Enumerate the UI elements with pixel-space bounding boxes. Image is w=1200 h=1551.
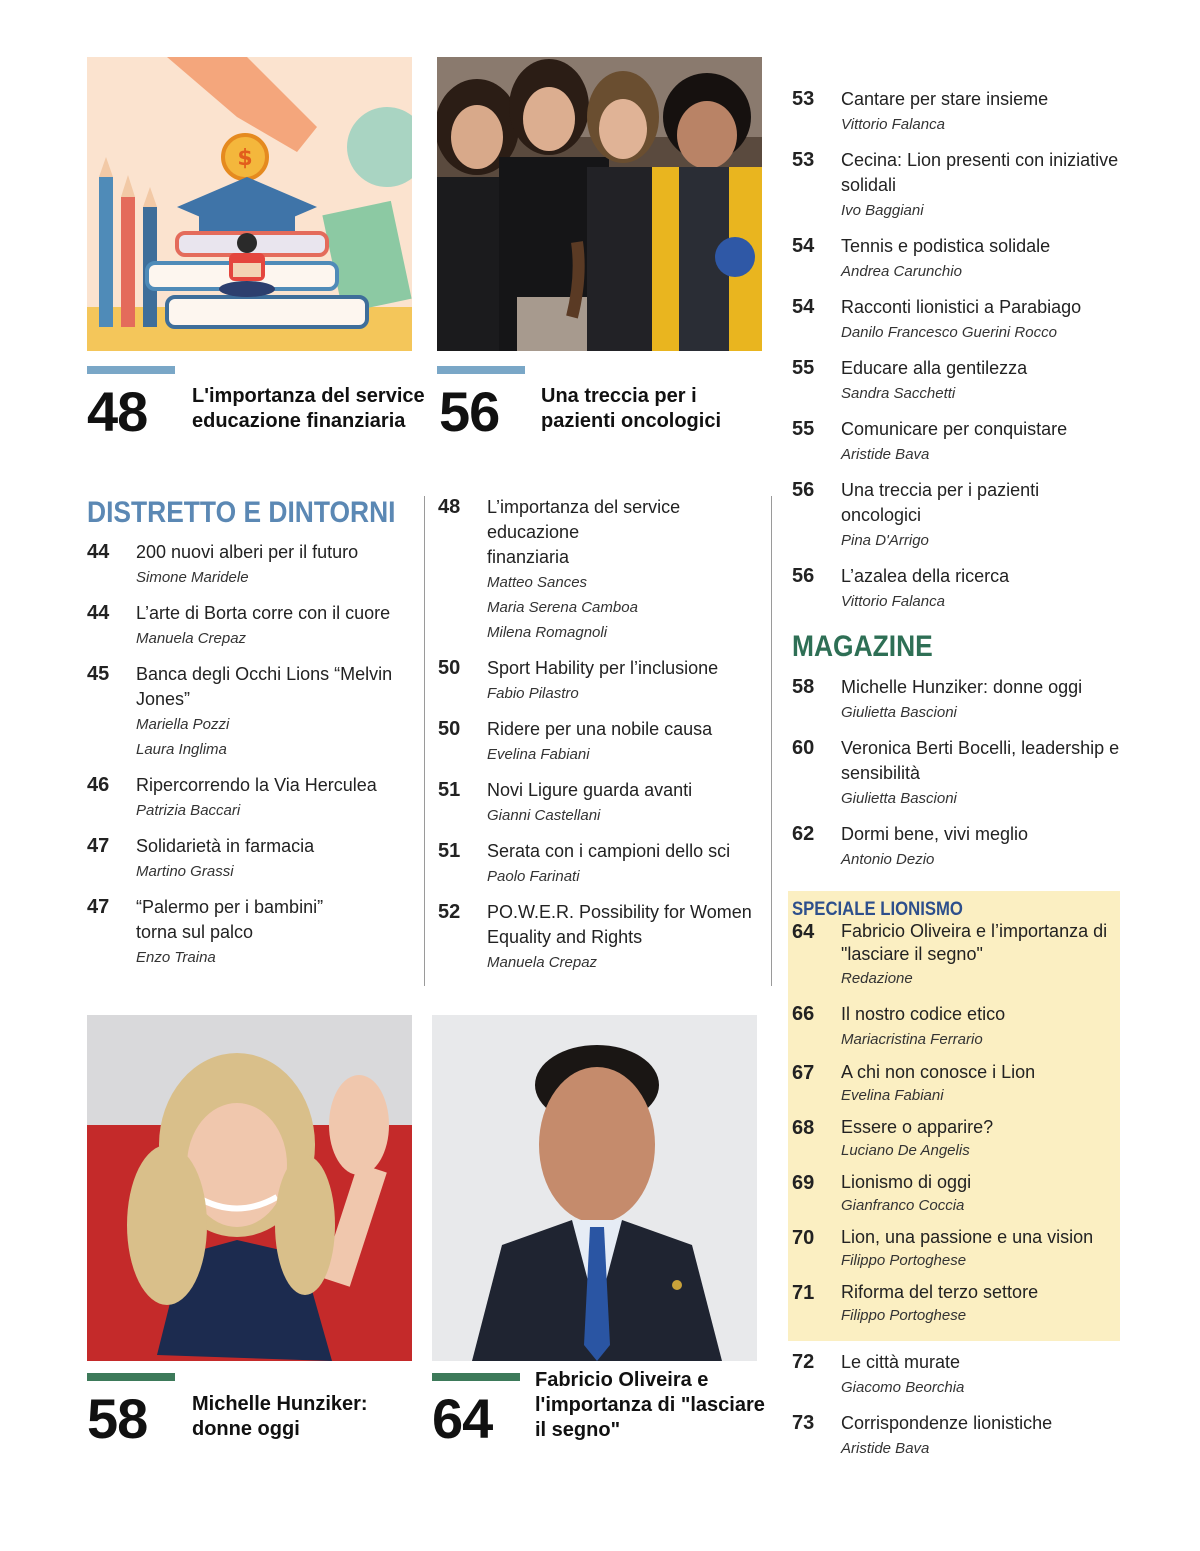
toc-author: Sandra Sacchetti (841, 385, 956, 402)
toc-item[interactable] (792, 1116, 1117, 1162)
toc-title: Novi Ligure guarda avanti (487, 780, 693, 800)
toc-list-speciale (792, 920, 1117, 1327)
toc-author: Evelina Fabiani (841, 1087, 944, 1104)
feature-title (535, 1368, 765, 1443)
toc-title: Corrispondenze lionistiche (841, 1413, 1053, 1433)
toc-author: Patrizia Baccari (136, 802, 241, 819)
toc-item[interactable] (438, 900, 768, 975)
toc-title: PO.W.E.R. Possibility for Women (487, 902, 752, 922)
toc-item[interactable] (792, 148, 1122, 223)
section-heading-speciale: SPECIALE LIONISMO (792, 899, 963, 920)
toc-page-number: 47 (87, 896, 110, 918)
feature-title (192, 384, 425, 434)
toc-author: Aristide Bava (841, 446, 930, 463)
toc-title: Cantare per stare insieme (841, 89, 1049, 109)
toc-title: sensibilità (841, 763, 921, 783)
toc-item[interactable] (792, 675, 1122, 725)
feature-page-number: 64 (432, 1387, 493, 1450)
feature-bar-48 (87, 366, 175, 374)
feature-page-number: 48 (87, 380, 148, 443)
toc-page-number: 54 (792, 296, 815, 318)
toc-item[interactable] (792, 822, 1122, 872)
toc-author: Evelina Fabiani (487, 746, 590, 763)
toc-page-number: 52 (438, 901, 461, 923)
toc-author: Danilo Francesco Guerini Rocco (841, 324, 1057, 341)
toc-item[interactable] (438, 495, 768, 645)
section-heading-magazine: MAGAZINE (792, 630, 933, 663)
toc-item[interactable] (792, 920, 1117, 991)
toc-item[interactable] (792, 736, 1122, 811)
toc-title: finanziaria (487, 547, 570, 567)
toc-item[interactable] (87, 773, 417, 823)
toc-author: Antonio Dezio (841, 851, 935, 868)
toc-item[interactable] (87, 662, 417, 762)
toc-item[interactable] (792, 1350, 1122, 1400)
toc-title: Dormi bene, vivi meglio (841, 824, 1029, 844)
toc-author: Filippo Portoghese (841, 1252, 967, 1269)
toc-author: Laura Inglima (136, 741, 227, 758)
toc-list-closing (792, 1350, 1122, 1461)
toc-page-number: 53 (792, 88, 815, 110)
toc-author: Vittorio Falanca (841, 593, 945, 610)
toc-author: Pina D'Arrigo (841, 532, 929, 549)
toc-list-middle (438, 495, 768, 975)
toc-title: Ripercorrendo la Via Herculea (136, 775, 377, 795)
toc-author: Vittorio Falanca (841, 116, 945, 133)
toc-item[interactable] (87, 834, 417, 884)
feature-title-line: Fabricio Oliveira e (535, 1369, 709, 1391)
toc-title: L’azalea della ricerca (841, 566, 1010, 586)
column-divider (771, 496, 772, 986)
toc-author: Giacomo Beorchia (841, 1379, 965, 1396)
toc-author: Ivo Baggiani (841, 202, 924, 219)
toc-page-number: 64 (792, 921, 815, 943)
toc-title: Sport Hability per l’inclusione (487, 658, 719, 678)
toc-title: Solidarietà in farmacia (136, 836, 315, 856)
toc-title: Una treccia per i pazienti oncologici (841, 480, 1040, 525)
toc-title: Banca degli Occhi Lions “Melvin Jones” (136, 664, 393, 709)
toc-author: Fabio Pilastro (487, 685, 579, 702)
toc-page-number: 73 (792, 1412, 815, 1434)
toc-item[interactable] (792, 356, 1122, 406)
feature-title-line: L'importanza del service (192, 385, 425, 407)
toc-author: Mariacristina Ferrario (841, 1031, 983, 1048)
toc-title: Educare alla gentilezza (841, 358, 1028, 378)
toc-title: Ridere per una nobile causa (487, 719, 713, 739)
toc-item[interactable] (792, 478, 1122, 553)
toc-title: Comunicare per conquistare (841, 419, 1068, 439)
toc-page-number: 50 (438, 718, 461, 740)
toc-item[interactable] (792, 295, 1122, 345)
toc-item[interactable] (87, 540, 417, 590)
toc-page-number: 50 (438, 657, 461, 679)
feature-title-line: l'importanza di "lasciare (535, 1394, 765, 1416)
toc-item[interactable] (792, 417, 1122, 467)
toc-title: Veronica Berti Bocelli, leadership e (841, 738, 1120, 758)
toc-page-number: 70 (792, 1227, 815, 1249)
toc-author: Matteo Sances (487, 574, 588, 591)
feature-title (192, 1392, 368, 1442)
toc-author: Gianfranco Coccia (841, 1197, 965, 1214)
toc-author: Giulietta Bascioni (841, 790, 957, 807)
toc-page-number: 58 (792, 676, 815, 698)
group-photo-women-braid (437, 57, 762, 351)
toc-author: Martino Grassi (136, 863, 234, 880)
toc-title: Lion, una passione e una vision (841, 1227, 1094, 1247)
feature-bar-64 (432, 1373, 520, 1381)
toc-item[interactable] (792, 564, 1122, 614)
toc-item[interactable] (438, 839, 768, 889)
toc-title: "lasciare il segno" (841, 944, 983, 964)
toc-page-number: 71 (792, 1282, 815, 1304)
toc-item[interactable] (792, 1061, 1117, 1107)
feature-bar-58 (87, 1373, 175, 1381)
toc-author: Luciano De Angelis (841, 1142, 970, 1159)
toc-page-number: 69 (792, 1172, 815, 1194)
toc-author: Andrea Carunchio (841, 263, 962, 280)
toc-author: Manuela Crepaz (136, 630, 247, 647)
toc-page-number: 46 (87, 774, 110, 796)
toc-author: Maria Serena Camboa (487, 599, 638, 616)
toc-page-number: 47 (87, 835, 110, 857)
column-divider (424, 496, 425, 986)
feature-title-line: pazienti oncologici (541, 410, 722, 432)
toc-page-number: 44 (87, 602, 110, 624)
toc-title: Il nostro codice etico (841, 1004, 1006, 1024)
toc-author: Filippo Portoghese (841, 1307, 967, 1324)
toc-title: Essere o apparire? (841, 1117, 994, 1137)
toc-item[interactable] (792, 87, 1122, 137)
toc-title: Serata con i campioni dello sci (487, 841, 731, 861)
toc-author: Manuela Crepaz (487, 954, 598, 971)
toc-title: Racconti lionistici a Parabiago (841, 297, 1082, 317)
toc-page-number: 54 (792, 235, 815, 257)
feature-title-line: donne oggi (192, 1418, 300, 1440)
toc-title: L’importanza del service educazione (487, 497, 681, 542)
toc-page-number: 51 (438, 779, 461, 801)
toc-author: Redazione (841, 970, 913, 987)
toc-title: Cecina: Lion presenti con iniziative (841, 150, 1119, 170)
toc-page-number: 48 (438, 496, 461, 518)
toc-list-right (792, 87, 1122, 614)
toc-page-number: 67 (792, 1062, 815, 1084)
toc-item[interactable] (792, 1002, 1117, 1052)
toc-item[interactable] (792, 1411, 1122, 1461)
toc-author: Gianni Castellani (487, 807, 601, 824)
toc-title: A chi non conosce i Lion (841, 1062, 1036, 1082)
toc-item[interactable] (792, 234, 1122, 284)
feature-page-number: 56 (439, 380, 500, 443)
toc-title: 200 nuovi alberi per il futuro (136, 542, 359, 562)
feature-title-line: educazione finanziaria (192, 410, 406, 432)
portrait-woman-waving (87, 1015, 412, 1361)
toc-title: Equality and Rights (487, 927, 643, 947)
toc-item[interactable] (87, 601, 417, 651)
feature-bar-56 (437, 366, 525, 374)
section-heading-distretto: DISTRETTO E DINTORNI (87, 496, 396, 529)
toc-title: Tennis e podistica solidale (841, 236, 1051, 256)
toc-title: Michelle Hunziker: donne oggi (841, 677, 1083, 697)
toc-page-number: 45 (87, 663, 110, 685)
toc-page-number: 53 (792, 149, 815, 171)
toc-page-number: 66 (792, 1003, 815, 1025)
toc-title: L’arte di Borta corre con il cuore (136, 603, 391, 623)
toc-title: Fabricio Oliveira e l’importanza di (841, 921, 1108, 941)
toc-author: Enzo Traina (136, 949, 216, 966)
toc-page-number: 55 (792, 418, 815, 440)
toc-item[interactable] (792, 1171, 1117, 1217)
financial-education-illustration (87, 57, 412, 351)
toc-title: Riforma del terzo settore (841, 1282, 1039, 1302)
feature-page-number: 58 (87, 1387, 148, 1450)
toc-title: Lionismo di oggi (841, 1172, 972, 1192)
toc-title: torna sul palco (136, 922, 254, 942)
toc-title: Le città murate (841, 1352, 961, 1372)
toc-author: Giulietta Bascioni (841, 704, 957, 721)
toc-page-number: 44 (87, 541, 110, 563)
toc-list-distretto (87, 540, 417, 970)
toc-page-number: 55 (792, 357, 815, 379)
toc-page-number: 72 (792, 1351, 815, 1373)
portrait-man-suit (432, 1015, 757, 1361)
toc-author: Milena Romagnoli (487, 624, 608, 641)
toc-author: Paolo Farinati (487, 868, 580, 885)
toc-title: “Palermo per i bambini” (136, 897, 324, 917)
toc-page-number: 56 (792, 479, 815, 501)
feature-title (541, 384, 721, 434)
toc-author: Mariella Pozzi (136, 716, 230, 733)
toc-page-number: 60 (792, 737, 815, 759)
toc-page-number: 51 (438, 840, 461, 862)
toc-item[interactable] (87, 895, 417, 970)
toc-item[interactable] (438, 656, 768, 706)
toc-author: Aristide Bava (841, 1440, 930, 1457)
toc-item[interactable] (792, 1281, 1117, 1327)
toc-page-number: 68 (792, 1117, 815, 1139)
toc-item[interactable] (792, 1226, 1117, 1272)
toc-list-magazine (792, 675, 1122, 872)
toc-page-number: 56 (792, 565, 815, 587)
svg-text:$: $ (237, 146, 253, 171)
toc-title: solidali (841, 175, 897, 195)
toc-item[interactable] (438, 717, 768, 767)
feature-title-line: Michelle Hunziker: (192, 1393, 368, 1415)
feature-title-line: il segno" (535, 1419, 621, 1441)
toc-author: Simone Maridele (136, 569, 249, 586)
feature-title-line: Una treccia per i (541, 385, 697, 407)
toc-page-number: 62 (792, 823, 815, 845)
toc-item[interactable] (438, 778, 768, 828)
